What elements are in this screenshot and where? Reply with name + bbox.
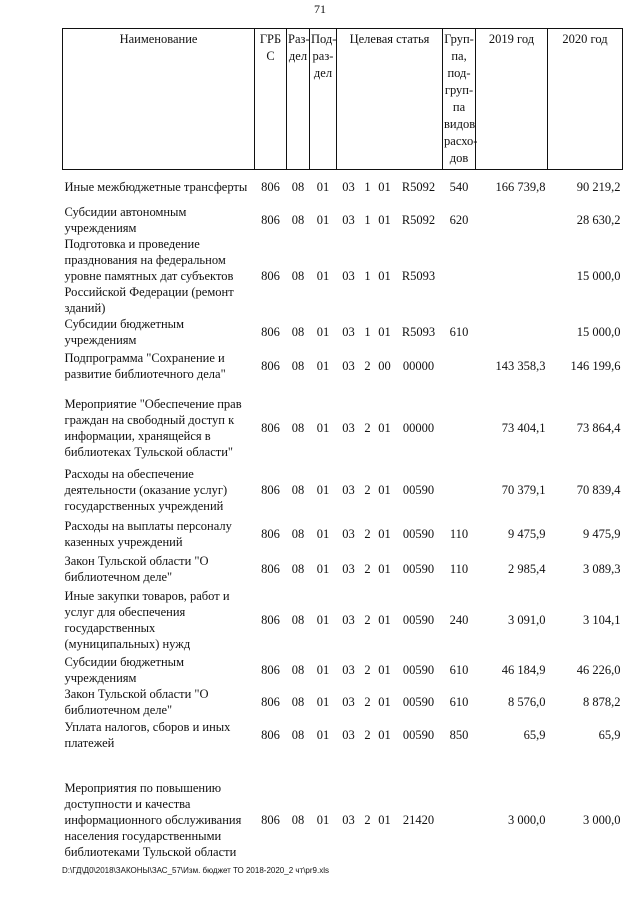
cell-t1: 03 [342,324,355,339]
cell-t1: 03 [342,179,355,194]
cell-name: Уплата налогов, сборов и иных платежей [64,719,231,750]
cell-t1: 03 [342,420,355,435]
cell-t4: 00590 [402,612,435,627]
cell-t1: 03 [342,612,355,627]
cell-v2019 [476,316,548,348]
cell-v2020: 70 839,4 [576,482,621,497]
cell-v2020: 65,9 [598,727,621,742]
cell-t1: 03 [342,526,355,541]
cell-name: Мероприятие "Обеспечение прав граждан на свободный доступ к информации, хранящейся в библиотеках Тульской области" [64,396,242,459]
cell-t1: 03 [342,561,355,576]
cell-t4: 00590 [402,694,435,709]
cell-grbs: 806 [261,324,280,339]
cell-t2: 1 [364,179,371,194]
cell-t1: 03 [342,268,355,283]
cell-vr: 110 [449,561,469,576]
cell-vr: 110 [449,526,469,541]
cell-v2020: 90 219,2 [576,179,621,194]
cell-t3: 01 [378,268,391,283]
header-vid: Груп- па, под- груп- па видов расхо- дов [443,29,476,170]
cell-v2019: 70 379,1 [501,482,546,497]
cell-pr: 01 [316,179,330,194]
cell-pr: 01 [316,324,330,339]
cell-pr: 01 [316,812,330,827]
cell-pr: 01 [316,694,330,709]
cell-v2020: 28 630,2 [576,212,621,227]
cell-pr: 01 [316,662,330,677]
header-target: Целевая статья [337,29,443,170]
cell-t2: 2 [364,694,371,709]
cell-grbs: 806 [261,420,280,435]
cell-vr: 240 [449,612,469,627]
cell-t3: 00 [378,358,391,373]
table-row [63,204,623,236]
cell-t1: 03 [342,482,355,497]
cell-pr: 01 [316,561,330,576]
cell-grbs: 806 [261,358,280,373]
cell-rz: 08 [291,179,305,194]
cell-t3: 01 [378,526,391,541]
cell-v2019: 2 985,4 [508,561,546,576]
cell-t3: 01 [378,179,391,194]
header-2020: 2020 год [548,29,623,170]
cell-t4: 00590 [402,482,435,497]
cell-t4: 21420 [402,812,435,827]
cell-t1: 03 [342,727,355,742]
cell-t2: 2 [364,526,371,541]
table-row [63,586,623,654]
cell-pr: 01 [316,358,330,373]
cell-t2: 1 [364,212,371,227]
cell-v2020: 46 226,0 [576,662,621,677]
cell-t3: 01 [378,482,391,497]
cell-t2: 2 [364,612,371,627]
cell-t4: 00000 [402,358,435,373]
cell-name: Расходы на выплаты персоналу казенных учреждений [64,518,232,549]
cell-name: Субсидии бюджетным учреждениям [64,654,184,685]
cell-rz: 08 [291,482,305,497]
cell-name: Подпрограмма "Сохранение и развитие библиотечного дела" [64,350,226,381]
cell-t3: 01 [378,324,391,339]
table-row [63,516,623,552]
cell-v2019 [476,204,548,236]
cell-v2020: 146 199,6 [570,358,621,373]
cell-grbs: 806 [261,727,280,742]
cell-grbs: 806 [261,268,280,283]
cell-t2: 2 [364,420,371,435]
cell-v2019: 3 000,0 [508,812,546,827]
cell-v2019: 3 091,0 [508,612,546,627]
table-row [63,654,623,686]
cell-t2: 1 [364,324,371,339]
cell-grbs: 806 [261,526,280,541]
cell-name: Субсидии бюджетным учреждениям [64,316,184,347]
cell-v2020: 3 000,0 [583,812,621,827]
table-header-row [63,29,623,170]
table-row [63,316,623,348]
cell-t3: 01 [378,812,391,827]
cell-grbs: 806 [261,212,280,227]
cell-t2: 2 [364,561,371,576]
cell-t1: 03 [342,212,355,227]
cell-t2: 1 [364,268,371,283]
cell-t4: 00590 [402,526,435,541]
cell-vr: 610 [449,324,469,339]
cell-t4: R5093 [401,268,436,283]
cell-name: Расходы на обеспечение деятельности (оказание услуг) государственных учреждений [64,466,228,513]
cell-vr [443,464,476,516]
cell-t1: 03 [342,358,355,373]
cell-pr: 01 [316,612,330,627]
cell-vr: 610 [449,662,469,677]
cell-rz: 08 [291,212,305,227]
cell-v2020: 15 000,0 [576,324,621,339]
cell-v2020: 8 878,2 [583,694,621,709]
table-row [63,384,623,464]
cell-t4: 00590 [402,727,435,742]
cell-v2019: 143 358,3 [495,358,546,373]
cell-pr: 01 [316,212,330,227]
cell-rz: 08 [291,420,305,435]
cell-t2: 2 [364,482,371,497]
table-row [63,552,623,586]
cell-v2020: 15 000,0 [576,268,621,283]
cell-t3: 01 [378,212,391,227]
table-row [63,348,623,384]
cell-rz: 08 [291,727,305,742]
cell-pr: 01 [316,727,330,742]
cell-rz: 08 [291,561,305,576]
cell-t2: 2 [364,727,371,742]
cell-t3: 01 [378,420,391,435]
cell-grbs: 806 [261,812,280,827]
footer-path: D:\ГД\Д0\2018\ЗАКОНЫ\ЗАС_57\Изм. бюджет ТО 2018-2020_2 чт\pr9.xls [62,866,329,875]
cell-pr: 01 [316,268,330,283]
cell-pr: 01 [316,526,330,541]
cell-vr: 850 [449,727,469,742]
table-row [63,752,623,862]
cell-v2019: 73 404,1 [501,420,546,435]
table-row [63,686,623,718]
cell-t3: 01 [378,694,391,709]
header-name: Наименование [63,29,255,170]
cell-v2020: 3 089,3 [583,561,621,576]
cell-t4: 00000 [402,420,435,435]
cell-vr [443,236,476,316]
cell-rz: 08 [291,694,305,709]
header-2019: 2019 год [476,29,548,170]
cell-vr [443,384,476,464]
cell-pr: 01 [316,482,330,497]
cell-t3: 01 [378,727,391,742]
cell-grbs: 806 [261,482,280,497]
cell-v2019: 65,9 [523,727,546,742]
header-grbs: ГРБ С [255,29,287,170]
cell-grbs: 806 [261,694,280,709]
cell-name: Подготовка и проведение празднования на федеральном уровне памятных дат субъектов Российской Федерации (ремонт зданий) [64,236,234,315]
cell-v2019: 9 475,9 [508,526,546,541]
cell-t1: 03 [342,694,355,709]
cell-grbs: 806 [261,561,280,576]
table-row [63,236,623,316]
cell-name: Мероприятия по повышению доступности и качества информационного обслуживания населения государственными библиотеками Тульской области [64,780,242,859]
cell-t2: 2 [364,358,371,373]
cell-v2019: 8 576,0 [508,694,546,709]
cell-vr: 540 [449,179,469,194]
cell-t4: R5092 [401,179,436,194]
cell-v2019: 166 739,8 [495,179,546,194]
budget-table [62,28,623,862]
cell-t4: R5092 [401,212,436,227]
cell-rz: 08 [291,358,305,373]
cell-t2: 2 [364,812,371,827]
cell-name: Иные закупки товаров, работ и услуг для обеспечения государственных (муниципальных) нужд [64,588,230,651]
cell-rz: 08 [291,526,305,541]
cell-vr [443,348,476,384]
cell-t4: R5093 [401,324,436,339]
cell-t1: 03 [342,812,355,827]
cell-name: Закон Тульской области "О библиотечном деле" [64,553,209,584]
cell-rz: 08 [291,812,305,827]
cell-t4: 00590 [402,662,435,677]
cell-t1: 03 [342,662,355,677]
cell-t3: 01 [378,612,391,627]
cell-name: Иные межбюджетные трансферты [64,179,248,194]
cell-vr [443,752,476,862]
cell-t3: 01 [378,662,391,677]
cell-grbs: 806 [261,612,280,627]
cell-rz: 08 [291,662,305,677]
cell-grbs: 806 [261,662,280,677]
cell-grbs: 806 [261,179,280,194]
cell-rz: 08 [291,612,305,627]
table-row [63,170,623,204]
cell-name: Субсидии автономным учреждениям [64,204,187,235]
cell-t2: 2 [364,662,371,677]
cell-t4: 00590 [402,561,435,576]
header-podrazdel: Под- раз- дел [310,29,337,170]
cell-pr: 01 [316,420,330,435]
cell-vr: 610 [449,694,469,709]
cell-rz: 08 [291,324,305,339]
cell-rz: 08 [291,268,305,283]
header-razdel: Раз- дел [287,29,310,170]
table-row [63,718,623,752]
cell-v2019: 46 184,9 [501,662,546,677]
cell-v2019 [476,236,548,316]
cell-vr: 620 [449,212,469,227]
cell-v2020: 73 864,4 [576,420,621,435]
cell-name: Закон Тульской области "О библиотечном деле" [64,686,209,717]
cell-v2020: 3 104,1 [583,612,621,627]
cell-v2020: 9 475,9 [583,526,621,541]
page-number: 71 [314,2,326,16]
cell-t3: 01 [378,561,391,576]
table-row [63,464,623,516]
